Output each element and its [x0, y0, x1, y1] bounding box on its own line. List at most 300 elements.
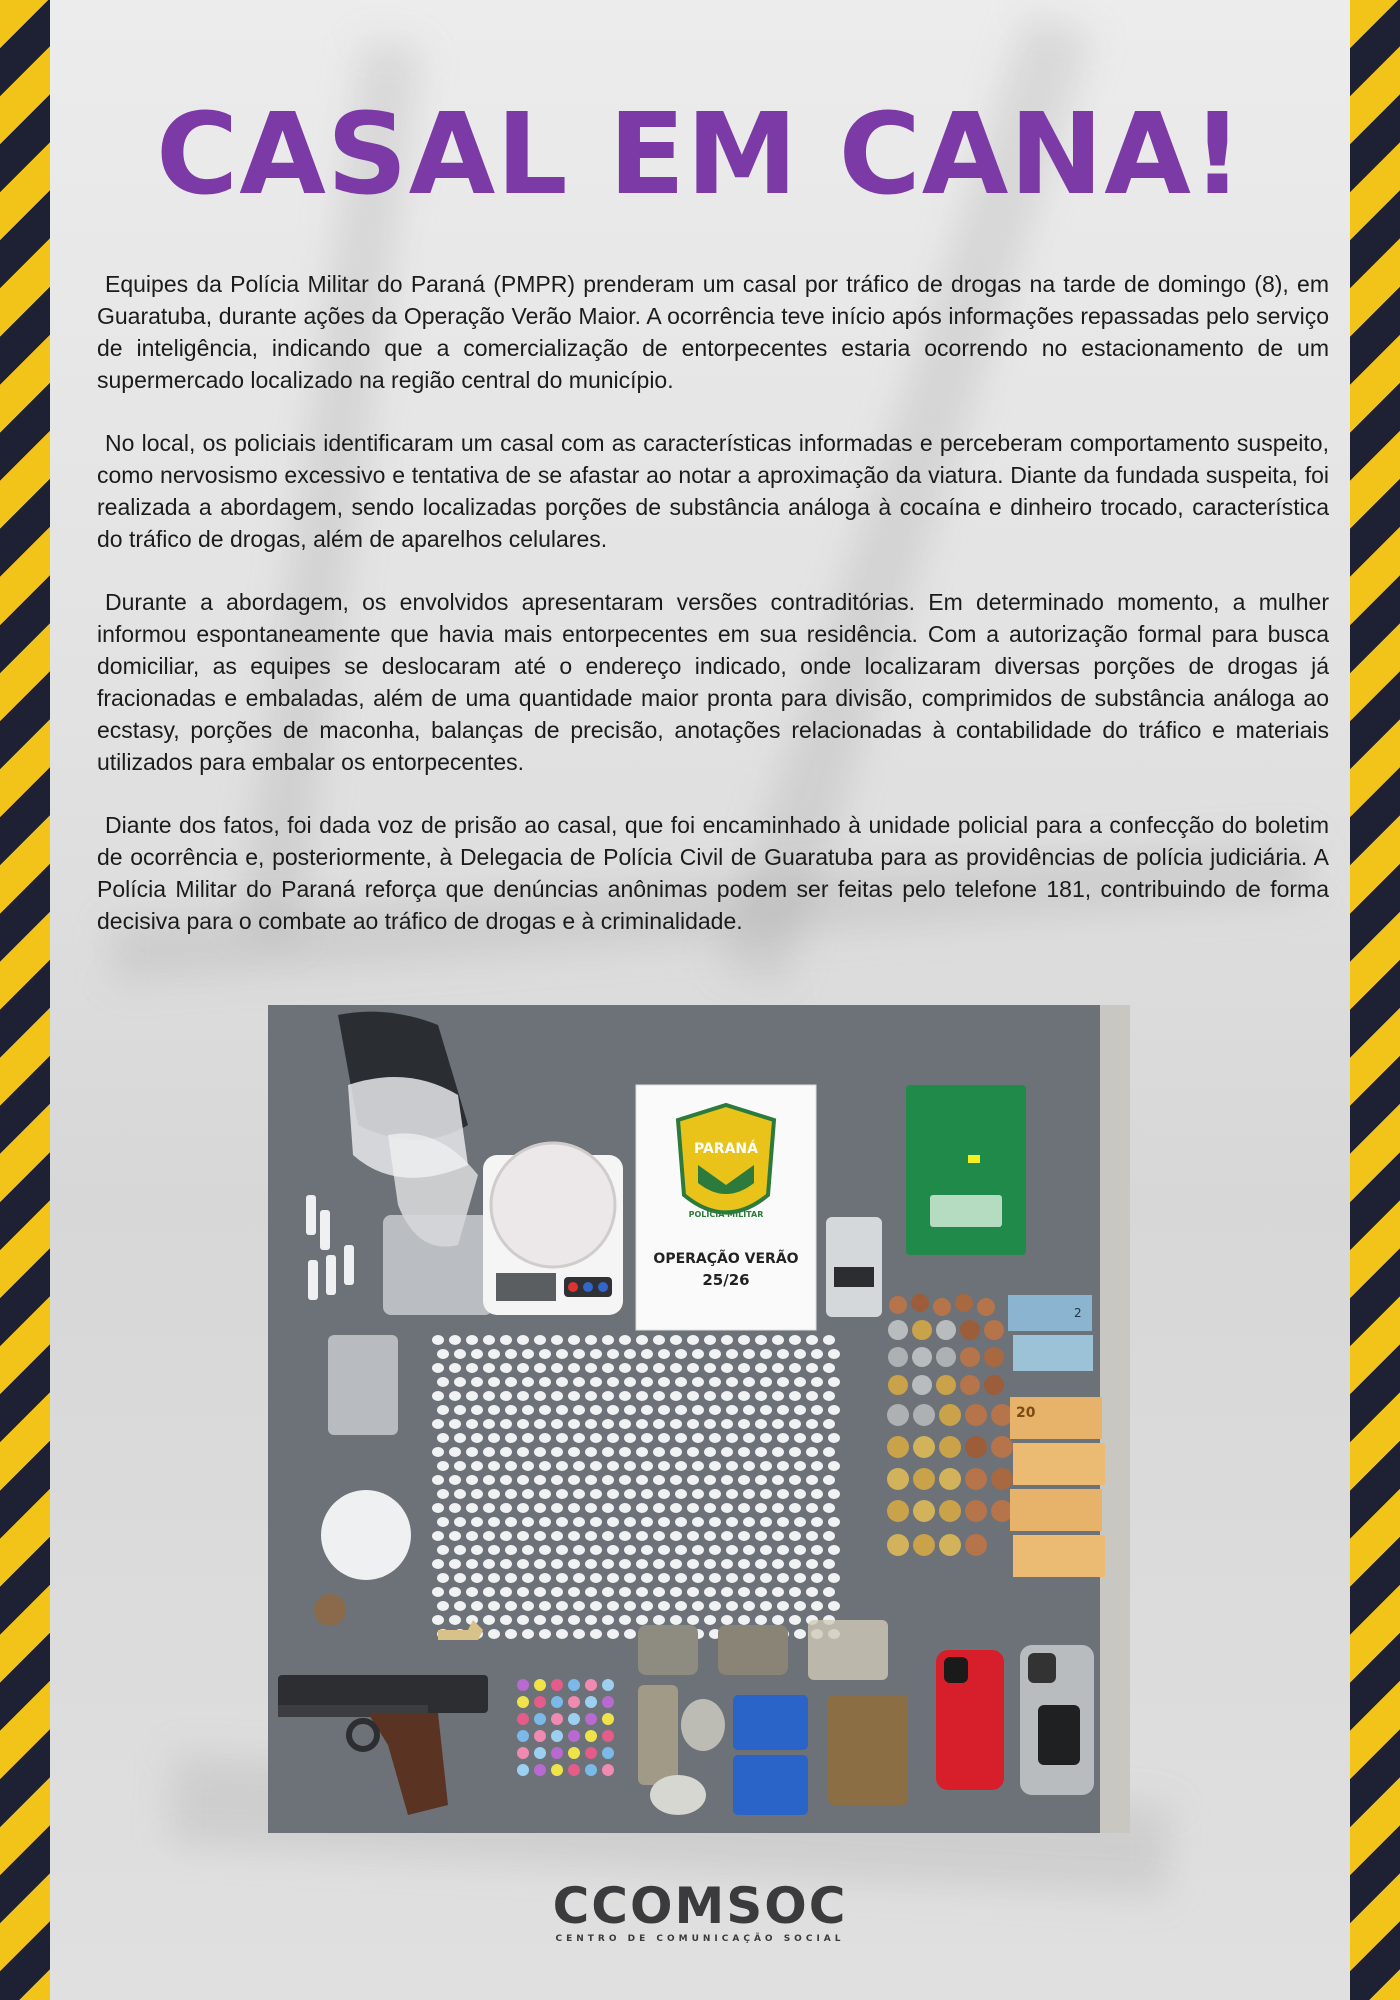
wrapped-portion	[789, 1587, 801, 1597]
wrapped-portion	[437, 1349, 449, 1359]
wrapped-portion	[709, 1461, 721, 1471]
wrapped-portion	[709, 1517, 721, 1527]
wrapped-portion	[500, 1587, 512, 1597]
wrapped-portion	[624, 1517, 636, 1527]
wrapped-portion	[517, 1531, 529, 1541]
wrapped-portion	[551, 1503, 563, 1513]
wrapped-portion	[619, 1475, 631, 1485]
wrapped-portion	[670, 1363, 682, 1373]
wrapped-portion	[471, 1545, 483, 1555]
wrapped-portion	[772, 1503, 784, 1513]
pill	[517, 1764, 529, 1776]
wrapped-portion	[636, 1587, 648, 1597]
wrapped-portion	[641, 1601, 653, 1611]
wrapped-portion	[449, 1503, 461, 1513]
wrapped-portion	[432, 1503, 444, 1513]
wrapped-portion	[772, 1531, 784, 1541]
wrapped-portion	[636, 1559, 648, 1569]
wrapped-portion	[500, 1475, 512, 1485]
wrapped-portion	[811, 1573, 823, 1583]
wrapped-portion	[619, 1559, 631, 1569]
wrapped-portion	[624, 1601, 636, 1611]
wrapped-portion	[471, 1349, 483, 1359]
wrapped-portion	[692, 1489, 704, 1499]
wrapped-portion	[551, 1447, 563, 1457]
wrapped-portion	[789, 1363, 801, 1373]
wrapped-portion	[568, 1363, 580, 1373]
wrapped-portion	[568, 1503, 580, 1513]
wrapped-portion	[670, 1419, 682, 1429]
wrapped-portion	[806, 1335, 818, 1345]
wrapped-portion	[573, 1433, 585, 1443]
wrapped-portion	[670, 1615, 682, 1625]
wrapped-portion	[505, 1545, 517, 1555]
wrapped-portion	[483, 1615, 495, 1625]
wrapped-portion	[709, 1489, 721, 1499]
wrapped-portion	[641, 1545, 653, 1555]
article-paragraph: Diante dos fatos, foi dada voz de prisão ao casal, que foi encaminhado à unidade policial para a confecção do boletim de ocorrência e, posteriormente, à Delegacia de Polícia Civil de Guaratuba para as providências de polícia judiciária. A Polícia Militar do Paraná reforça que denúncias anônimas podem ser feitas pelo telefone 181, contribuindo de forma decisiva para o combate ao tráfico de drogas e à criminalidade.	[97, 812, 1329, 934]
wrapped-portion	[658, 1349, 670, 1359]
wrapped-portion	[636, 1503, 648, 1513]
wrapped-portion	[823, 1363, 835, 1373]
wrapped-portion	[721, 1587, 733, 1597]
wrapped-portion	[653, 1587, 665, 1597]
wrapped-portion	[517, 1335, 529, 1345]
wrapped-portion	[573, 1349, 585, 1359]
wrapped-portion	[760, 1461, 772, 1471]
precision-scale	[826, 1217, 882, 1317]
pill	[534, 1713, 546, 1725]
wrapped-portion	[738, 1475, 750, 1485]
wrapped-portion	[573, 1489, 585, 1499]
wrapped-portion	[704, 1335, 716, 1345]
pill	[602, 1747, 614, 1759]
wrapped-portion	[556, 1461, 568, 1471]
wrapped-portion	[636, 1363, 648, 1373]
wrapped-portion	[505, 1517, 517, 1527]
wrapped-portion	[432, 1615, 444, 1625]
wrapped-portion	[624, 1377, 636, 1387]
wrapped-portion	[522, 1573, 534, 1583]
pill	[568, 1713, 580, 1725]
wrapped-portion	[658, 1433, 670, 1443]
logo-name: CCOMSOC	[552, 1877, 848, 1935]
wrapped-portion	[687, 1391, 699, 1401]
wrapped-portion	[539, 1545, 551, 1555]
wrapped-portion	[449, 1559, 461, 1569]
wrapped-portion	[556, 1601, 568, 1611]
wrapped-portion	[726, 1377, 738, 1387]
wrapped-portion	[505, 1377, 517, 1387]
wrapped-portion	[573, 1461, 585, 1471]
wrapped-portion	[505, 1629, 517, 1639]
wrapped-portion	[760, 1377, 772, 1387]
wrapped-portion	[539, 1517, 551, 1527]
wrapped-portion	[534, 1391, 546, 1401]
wrapped-portion	[777, 1405, 789, 1415]
wrapped-portion	[687, 1615, 699, 1625]
wrapped-portion	[789, 1419, 801, 1429]
wrapped-portion	[624, 1349, 636, 1359]
wrapped-portion	[789, 1475, 801, 1485]
wrapped-portion	[585, 1419, 597, 1429]
wrapped-portion	[811, 1545, 823, 1555]
wrapped-portion	[823, 1559, 835, 1569]
wrapped-portion	[811, 1489, 823, 1499]
wrapped-portion	[755, 1363, 767, 1373]
wrapped-portion	[619, 1447, 631, 1457]
wrapped-portion	[828, 1545, 840, 1555]
wrapped-portion	[704, 1475, 716, 1485]
wrapped-portion	[505, 1349, 517, 1359]
wrapped-portion	[437, 1377, 449, 1387]
wrapped-portion	[806, 1475, 818, 1485]
wrapped-portion	[539, 1573, 551, 1583]
wrapped-portion	[692, 1349, 704, 1359]
hazard-stripes-left	[0, 0, 50, 2000]
wrapped-portion	[619, 1615, 631, 1625]
wrapped-portion	[619, 1503, 631, 1513]
article-paragraph: Equipes da Polícia Militar do Paraná (PMPR) prenderam um casal por tráfico de drogas na tarde de domingo (8), em Guaratuba, durante ações da Operação Verão Maior. A ocorrência teve início após informações repassadas pelo serviço de inteligência, indicando que a comercialização de entorpecentes estaria ocorrendo no estacionamento de um supermercado localizado na região central do município.	[97, 271, 1329, 393]
wrapped-portion	[721, 1503, 733, 1513]
wrapped-portion	[602, 1391, 614, 1401]
pill	[585, 1764, 597, 1776]
wrapped-portion	[687, 1335, 699, 1345]
wrapped-portion	[772, 1587, 784, 1597]
wrapped-portion	[602, 1587, 614, 1597]
pill	[517, 1679, 529, 1691]
wrapped-portion	[743, 1461, 755, 1471]
wrapped-portion	[823, 1391, 835, 1401]
wrapped-portion	[794, 1489, 806, 1499]
wrapped-portion	[483, 1587, 495, 1597]
pill	[534, 1747, 546, 1759]
wrapped-portion	[590, 1517, 602, 1527]
wrapped-portion	[653, 1531, 665, 1541]
wrapped-portion	[619, 1335, 631, 1345]
wrapped-portion	[653, 1503, 665, 1513]
wrapped-portion	[692, 1601, 704, 1611]
wrapped-portion	[471, 1461, 483, 1471]
wrapped-portion	[602, 1531, 614, 1541]
wrapped-portion	[590, 1629, 602, 1639]
wrapped-portion	[454, 1601, 466, 1611]
pill	[602, 1696, 614, 1708]
wrapped-portion	[653, 1391, 665, 1401]
wrapped-portion	[811, 1405, 823, 1415]
wrapped-portion	[590, 1573, 602, 1583]
crest-top-text: PARANÁ	[694, 1141, 758, 1157]
wrapped-portion	[675, 1405, 687, 1415]
wrapped-portion	[704, 1503, 716, 1513]
banknote-20-label: 20	[1016, 1405, 1036, 1421]
wrapped-portion	[811, 1377, 823, 1387]
wrapped-portion	[556, 1433, 568, 1443]
pill	[602, 1713, 614, 1725]
wrapped-portion	[823, 1419, 835, 1429]
wrapped-portion	[823, 1475, 835, 1485]
wrapped-portion	[437, 1601, 449, 1611]
wrapped-portion	[454, 1573, 466, 1583]
wrapped-portion	[449, 1447, 461, 1457]
pill	[517, 1696, 529, 1708]
wrapped-portion	[539, 1349, 551, 1359]
wrapped-portion	[772, 1391, 784, 1401]
wrapped-portion	[641, 1461, 653, 1471]
wrapped-portion	[449, 1587, 461, 1597]
wrapped-portion	[522, 1377, 534, 1387]
wrapped-portion	[704, 1419, 716, 1429]
wrapped-portion	[517, 1559, 529, 1569]
wrapped-portion	[675, 1601, 687, 1611]
pill	[568, 1764, 580, 1776]
wrapped-portion	[675, 1461, 687, 1471]
wrapped-portion	[755, 1475, 767, 1485]
wrapped-portion	[607, 1489, 619, 1499]
wrapped-portion	[687, 1587, 699, 1597]
wrapped-portion	[500, 1503, 512, 1513]
wrapped-portion	[607, 1573, 619, 1583]
wrapped-portion	[483, 1447, 495, 1457]
wrapped-portion	[777, 1377, 789, 1387]
wrapped-portion	[539, 1629, 551, 1639]
wrapped-portion	[432, 1587, 444, 1597]
wrapped-portion	[483, 1531, 495, 1541]
wrapped-portion	[573, 1377, 585, 1387]
pill	[534, 1764, 546, 1776]
pill	[534, 1696, 546, 1708]
wrapped-portion	[726, 1349, 738, 1359]
wrapped-portion	[636, 1419, 648, 1429]
seized-items-illustration	[268, 1005, 1130, 1833]
wrapped-portion	[590, 1601, 602, 1611]
wrapped-portion	[828, 1489, 840, 1499]
wrapped-portion	[454, 1461, 466, 1471]
wrapped-portion	[466, 1503, 478, 1513]
powder-block	[321, 1490, 411, 1580]
wrapped-portion	[505, 1573, 517, 1583]
wrapped-portion	[556, 1489, 568, 1499]
wrapped-portion	[585, 1587, 597, 1597]
wrapped-portion	[755, 1447, 767, 1457]
wrapped-portion	[721, 1615, 733, 1625]
wrapped-portion	[585, 1615, 597, 1625]
wrapped-portion	[500, 1419, 512, 1429]
wrapped-portion	[624, 1545, 636, 1555]
wrapped-portion	[517, 1447, 529, 1457]
wrapped-portion	[607, 1545, 619, 1555]
wrapped-portion	[743, 1405, 755, 1415]
bag-of-powder	[383, 1215, 493, 1315]
wrapped-portion	[500, 1391, 512, 1401]
wrapped-portion	[573, 1629, 585, 1639]
pill	[568, 1679, 580, 1691]
hazard-stripes-right	[1350, 0, 1400, 2000]
wrapped-portion	[738, 1615, 750, 1625]
wrapped-portion	[755, 1503, 767, 1513]
wrapped-portion	[726, 1405, 738, 1415]
wrapped-portion	[556, 1545, 568, 1555]
wrapped-portion	[488, 1349, 500, 1359]
wrapped-portion	[760, 1489, 772, 1499]
wrapped-portion	[653, 1475, 665, 1485]
wrapped-portion	[590, 1433, 602, 1443]
wrapped-portion	[539, 1461, 551, 1471]
wrapped-portion	[551, 1335, 563, 1345]
wrapped-portion	[789, 1391, 801, 1401]
wrapped-portion	[488, 1573, 500, 1583]
wrapped-portion	[602, 1335, 614, 1345]
wrapped-portion	[585, 1335, 597, 1345]
pill	[551, 1713, 563, 1725]
wrapped-portion	[755, 1531, 767, 1541]
wrapped-portion	[454, 1433, 466, 1443]
wrapped-portion	[449, 1335, 461, 1345]
green-notebook	[906, 1085, 1026, 1255]
wrapped-portion	[568, 1559, 580, 1569]
wrapped-portion	[687, 1363, 699, 1373]
wrapped-portion	[806, 1559, 818, 1569]
wrapped-portion	[471, 1573, 483, 1583]
wrapped-portion	[437, 1517, 449, 1527]
wrapped-portion	[551, 1587, 563, 1597]
wrapped-portion	[709, 1545, 721, 1555]
small-plastic-bag	[328, 1335, 398, 1435]
wrapped-portion	[471, 1601, 483, 1611]
wrapped-portion	[556, 1377, 568, 1387]
pill	[585, 1696, 597, 1708]
wrapped-portion	[517, 1503, 529, 1513]
wrapped-portion	[806, 1391, 818, 1401]
wrapped-portion	[811, 1517, 823, 1527]
wrapped-portion	[828, 1517, 840, 1527]
wrapped-portion	[641, 1489, 653, 1499]
wrapped-portion	[692, 1377, 704, 1387]
wrapped-portion	[619, 1587, 631, 1597]
wrapped-portion	[755, 1587, 767, 1597]
wrapped-portion	[794, 1517, 806, 1527]
wrapped-portion	[828, 1349, 840, 1359]
wrapped-portion	[471, 1433, 483, 1443]
wrapped-portion	[726, 1461, 738, 1471]
wrapped-portion	[726, 1545, 738, 1555]
wrapped-portion	[658, 1489, 670, 1499]
wrapped-portion	[437, 1405, 449, 1415]
wrapped-portion	[568, 1447, 580, 1457]
wrapped-portion	[449, 1531, 461, 1541]
wrapped-portion	[641, 1377, 653, 1387]
wrapped-portion	[500, 1559, 512, 1569]
wrapped-portion	[670, 1475, 682, 1485]
wrapped-portion	[556, 1573, 568, 1583]
wrapped-portion	[777, 1433, 789, 1443]
wrapped-portion	[539, 1377, 551, 1387]
wrapped-portion	[619, 1531, 631, 1541]
pill	[568, 1747, 580, 1759]
wrapped-portion	[500, 1615, 512, 1625]
wrapped-portion	[721, 1447, 733, 1457]
wrapped-portion	[432, 1531, 444, 1541]
wrapped-portion	[488, 1629, 500, 1639]
wrapped-portion	[517, 1363, 529, 1373]
wrapped-portion	[466, 1531, 478, 1541]
wrapped-portion	[743, 1489, 755, 1499]
wrapped-portion	[636, 1531, 648, 1541]
wrapped-portion	[636, 1615, 648, 1625]
wrapped-portion	[687, 1475, 699, 1485]
wrapped-portion	[658, 1601, 670, 1611]
wrapped-portion	[539, 1433, 551, 1443]
pill	[568, 1730, 580, 1742]
wrapped-portion	[670, 1447, 682, 1457]
wrapped-portion	[658, 1517, 670, 1527]
sign-line-1: OPERAÇÃO VERÃO	[653, 1251, 799, 1267]
wrapped-portion	[743, 1545, 755, 1555]
pill	[551, 1696, 563, 1708]
wrapped-portion	[692, 1545, 704, 1555]
pill	[551, 1730, 563, 1742]
wrapped-portion	[505, 1601, 517, 1611]
wrapped-portion	[449, 1391, 461, 1401]
wrapped-portion	[483, 1503, 495, 1513]
wrapped-portion	[466, 1447, 478, 1457]
wrapped-portion	[522, 1545, 534, 1555]
wrapped-portion	[590, 1377, 602, 1387]
wrapped-portion	[658, 1545, 670, 1555]
wrapped-portion	[641, 1517, 653, 1527]
pill	[534, 1679, 546, 1691]
wrapped-portion	[675, 1545, 687, 1555]
wrapped-portion	[539, 1405, 551, 1415]
wrapped-portion	[811, 1601, 823, 1611]
wrapped-portion	[585, 1559, 597, 1569]
wrapped-portion	[738, 1363, 750, 1373]
wrapped-portion	[721, 1363, 733, 1373]
pill	[602, 1730, 614, 1742]
wrapped-portion	[488, 1377, 500, 1387]
wrapped-portion	[539, 1601, 551, 1611]
wrapped-portion	[823, 1503, 835, 1513]
pill	[534, 1730, 546, 1742]
wrapped-portion	[585, 1531, 597, 1541]
wrapped-portion	[777, 1601, 789, 1611]
wrapped-portion	[811, 1461, 823, 1471]
wrapped-portion	[704, 1587, 716, 1597]
wrapped-portion	[794, 1629, 806, 1639]
wrapped-portion	[466, 1391, 478, 1401]
wrapped-portion	[556, 1517, 568, 1527]
wrapped-portion	[454, 1489, 466, 1499]
wrapped-portion	[449, 1475, 461, 1485]
wrapped-portion	[794, 1461, 806, 1471]
wrapped-portion	[704, 1447, 716, 1457]
wrapped-portion	[721, 1531, 733, 1541]
wrapped-portion	[619, 1363, 631, 1373]
wrapped-portion	[738, 1587, 750, 1597]
wrapped-portion	[607, 1433, 619, 1443]
wrapped-portion	[556, 1629, 568, 1639]
wrapped-portion	[653, 1559, 665, 1569]
wrapped-portion	[454, 1405, 466, 1415]
wrapped-portion	[777, 1461, 789, 1471]
wrapped-portion	[658, 1461, 670, 1471]
wrapped-portion	[624, 1405, 636, 1415]
wrapped-portion	[568, 1531, 580, 1541]
wrapped-portion	[670, 1559, 682, 1569]
wrapped-portion	[517, 1587, 529, 1597]
pill	[602, 1679, 614, 1691]
wrapped-portion	[789, 1447, 801, 1457]
